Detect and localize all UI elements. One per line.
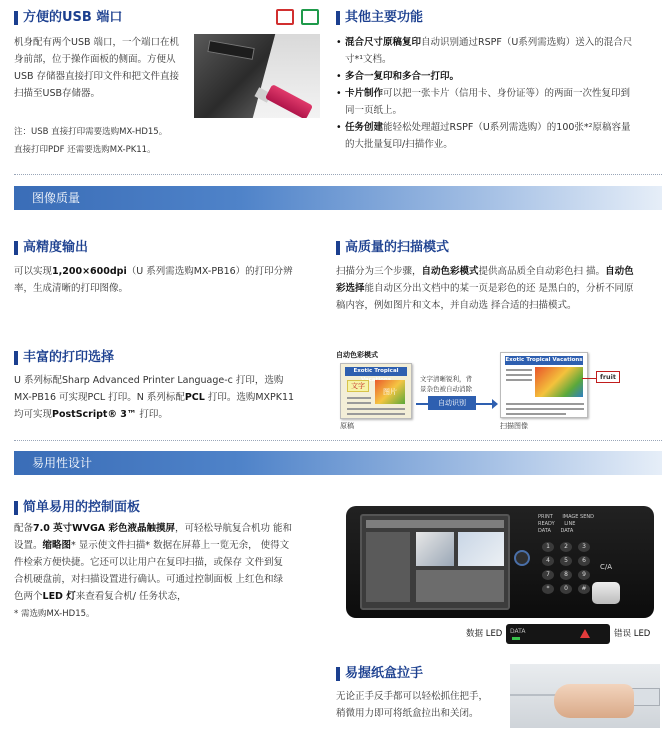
arrow-head-icon bbox=[492, 399, 498, 409]
usb-body: 机身配有两个USB 端口，一个端口在机身前部，位于操作面板的侧面。方便从USB 存储器直接打印文件和把文件直接扫描至USB存储器。 bbox=[14, 37, 180, 99]
printer-icon bbox=[276, 9, 294, 25]
usb-note-2: 直接打印PDF 还需要选购MX-PK11。 bbox=[14, 145, 156, 155]
print-options-title: 丰富的打印选择 bbox=[14, 350, 114, 366]
led-strip bbox=[506, 624, 610, 644]
keypad-key[interactable]: 6 bbox=[578, 556, 590, 566]
usability-bar bbox=[14, 451, 662, 475]
nav-dial-icon bbox=[514, 550, 530, 566]
data-led-label: 数据 LED bbox=[466, 629, 503, 639]
scanned-doc-title: Exotic Tropical Vacations bbox=[505, 357, 583, 363]
data-led-light bbox=[512, 637, 520, 640]
usability-label: 易用性设计 bbox=[32, 456, 93, 470]
keypad-key[interactable]: 8 bbox=[560, 570, 572, 580]
keypad-key[interactable]: 5 bbox=[560, 556, 572, 566]
warning-icon bbox=[580, 629, 590, 638]
hires-title: 高精度输出 bbox=[14, 240, 88, 256]
tray-handle-photo bbox=[510, 664, 660, 728]
auto-color-mode-label: 自动色彩模式 bbox=[336, 351, 378, 359]
fruit-callout: fruit bbox=[596, 371, 620, 383]
other-features-title: 其他主要功能 bbox=[336, 10, 423, 26]
status-lights: PRINT IMAGE SEND READY LINE DATA DATA bbox=[538, 514, 594, 534]
usb-note-1: 注：USB 直接打印需要选购MX-HD15。 bbox=[14, 127, 168, 137]
text-tag: 文字 bbox=[347, 380, 369, 392]
feature-item: • 卡片制作可以把一张卡片（信用卡、身份证等）的两面一次性复印到同一页纸上。 bbox=[336, 85, 636, 119]
original-doc-title: Exotic Tropical bbox=[345, 367, 407, 376]
feature-item: • 多合一复印和多合一打印。 bbox=[336, 68, 636, 85]
control-panel-illustration bbox=[346, 506, 654, 618]
clear-all-key[interactable]: C/A bbox=[600, 563, 613, 571]
image-quality-bar bbox=[14, 186, 662, 210]
control-panel-note: * 需选购MX-HD15。 bbox=[14, 609, 95, 619]
scan-quality-body: 扫描分为三个步骤，自动色彩模式提供高品质全自动彩色扫 描。自动色彩选择能自动区分出文档中的某一页是彩色的还 是黑白的，分析不同原稿内容，例如图片和文本，并自动选 择合适的扫描模式。 bbox=[336, 266, 634, 311]
feature-item: • 任务创建能轻松处理超过RSPF（U系列需选购）的100张*²原稿容量的大批量复印/扫描作业。 bbox=[336, 119, 636, 153]
keypad-key[interactable]: 7 bbox=[542, 570, 554, 580]
touch-screen bbox=[360, 514, 510, 610]
keypad-key[interactable]: 9 bbox=[578, 570, 590, 580]
tray-handle-title: 易握纸盒拉手 bbox=[336, 666, 423, 682]
scan-caption: 扫描图像 bbox=[500, 422, 528, 430]
feature-item: • 混合尺寸原稿复印自动识别通过RSPF（U系列需选购）送入的混合尺寸*¹文档。 bbox=[336, 34, 636, 68]
scan-quality-title: 高质量的扫描模式 bbox=[336, 240, 449, 256]
error-led-label: 错误 LED bbox=[614, 629, 651, 639]
start-button[interactable] bbox=[592, 582, 620, 604]
keypad-key[interactable]: 0 bbox=[560, 584, 572, 594]
auto-detect-badge: 自动识别 bbox=[428, 396, 476, 410]
fruit-callout-line bbox=[582, 378, 596, 379]
scanner-icon bbox=[301, 9, 319, 25]
divider bbox=[14, 174, 662, 175]
image-tag: 图片 bbox=[375, 380, 405, 404]
control-panel-title: 简单易用的控制面板 bbox=[14, 500, 140, 516]
hand-illustration bbox=[554, 684, 634, 718]
keypad-key[interactable]: * bbox=[542, 584, 554, 594]
scanned-document bbox=[500, 352, 588, 418]
hires-body: 可以实现1,200×600dpi（U 系列需选购MX-PB16）的打印分辨率，生成清晰的打印图像。 bbox=[14, 266, 293, 294]
keypad-key[interactable]: 2 bbox=[560, 542, 572, 552]
scanned-photo bbox=[535, 367, 583, 397]
original-caption: 原稿 bbox=[340, 422, 354, 430]
keypad-key[interactable]: 1 bbox=[542, 542, 554, 552]
keypad-key[interactable]: # bbox=[578, 584, 590, 594]
data-led-small-label: DATA bbox=[510, 628, 526, 635]
scan-diagram bbox=[336, 350, 652, 434]
print-options-body: U 系列标配Sharp Advanced Printer Language-c 打印，选购 MX-PB16 可实现PCL 打印。N 系列标配PCL 打印。选购MXPK11 均可实现PostScript® 3™ 打印。 bbox=[14, 375, 295, 420]
image-quality-label: 图像质量 bbox=[32, 191, 81, 205]
usb-port-photo bbox=[194, 34, 320, 118]
divider bbox=[14, 440, 662, 441]
usb-section-title: 方便的USB 端口 bbox=[14, 10, 122, 26]
original-document bbox=[340, 363, 412, 419]
tray-handle-body: 无论正手反手都可以轻松抓住把手， 稍微用力即可将纸盒拉出和关闭。 bbox=[336, 691, 489, 719]
other-features-list bbox=[336, 34, 636, 153]
keypad-key[interactable]: 4 bbox=[542, 556, 554, 566]
keypad-key[interactable]: 3 bbox=[578, 542, 590, 552]
control-panel-body: 配备7.0 英寸WVGA 彩色液晶触摸屏，可轻松导航复合机功 能和 设置。缩略图* 显示使文件扫描* 数据在屏幕上一览无余， 使得文 件检索方便快捷。它还可以让用户在复印扫描，或保存 文件到复 合机硬盘前，对扫描设置进行确认。可通过控制面板 上红色和绿 色两个LED 灯来查看复合机/ 任务状态， bbox=[14, 523, 292, 602]
diagram-description: 文字清晰锐利，背 景杂色被自动消除 bbox=[420, 375, 472, 393]
